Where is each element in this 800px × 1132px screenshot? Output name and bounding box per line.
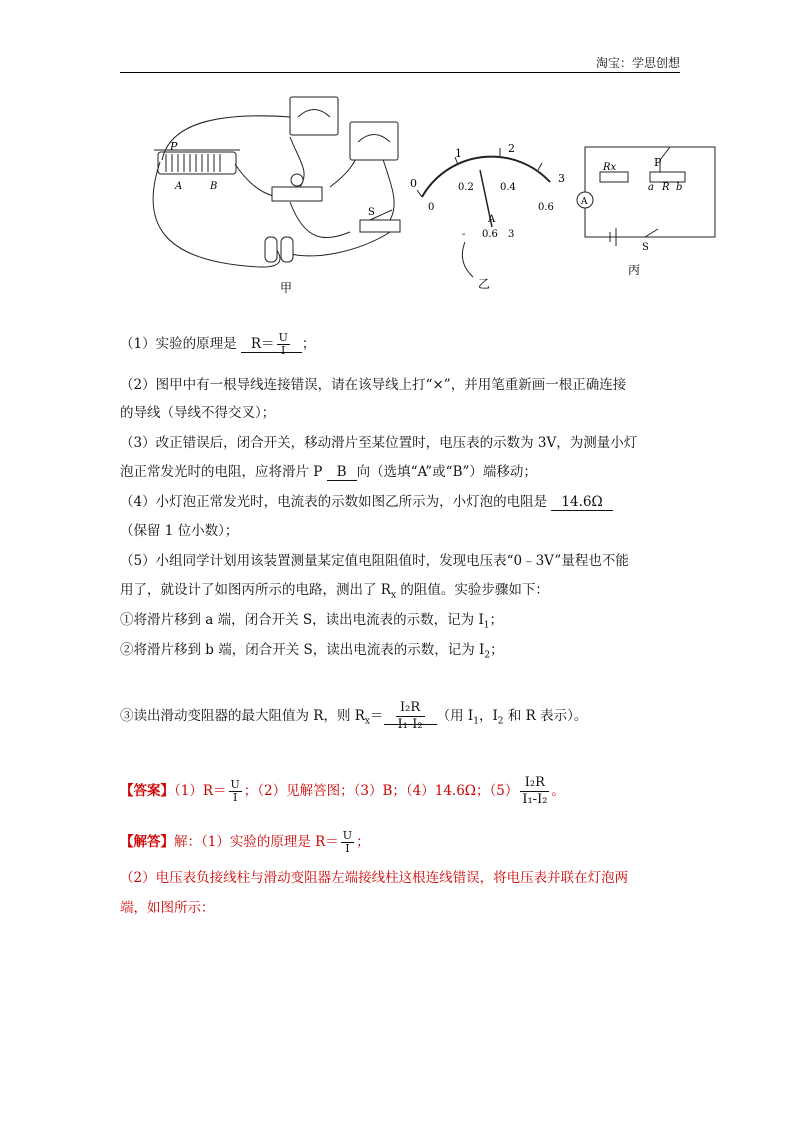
q3-line2-pre: 泡正常发光时的电阻，应将滑片 P	[120, 464, 323, 480]
fig-bing-label-a: a	[648, 182, 654, 193]
fig-jia-label-p: P	[170, 140, 178, 153]
figure-yi-ammeter-dial	[417, 148, 550, 227]
q1-fraction	[277, 332, 290, 357]
solution-l1-end: ；	[356, 834, 370, 850]
dial-bottom-tick-0: 0	[428, 202, 435, 213]
q1-frac-den: I	[281, 344, 286, 357]
solution-frac-num: U	[342, 829, 353, 842]
dial-unit-label: A	[488, 214, 496, 225]
header-source-text: 淘宝：学思创想	[595, 56, 680, 70]
step3-frac-den: I₁-I₂	[397, 717, 423, 732]
answer-end: 。	[551, 783, 565, 799]
q3-answer-blank: B	[327, 464, 357, 481]
q3-line-1: （3）改正错误后，闭合开关，移动滑片至某位置时，电压表的示数为 3V，为测量小灯	[120, 435, 638, 451]
answer-frac1-den: I	[232, 791, 238, 804]
answer-fraction-5	[520, 775, 549, 808]
q5-line-1: （5）小组同学计划用该装置测量某定值电阻阻值时，发现电压表“0﹣3V”量程也不能	[120, 553, 629, 569]
q5-line-2	[120, 580, 549, 606]
solution-frac-den: I	[345, 842, 350, 855]
step3-text: ③读出滑动变阻器的最大阻值为 R，则 R	[120, 708, 365, 724]
step2-sub: 2	[484, 650, 491, 661]
q5-line2-pre: 用了，就设计了如图丙所示的电路，测出了 R	[120, 582, 391, 598]
q5-line2-post: 的阻值。实验步骤如下：	[396, 582, 549, 598]
q1-answer-blank	[241, 331, 302, 357]
experiment-figures	[140, 92, 720, 302]
q4-line1-pre: （4）小灯泡正常发光时，电流表的示数如图乙所示为，小灯泡的电阻是	[120, 494, 548, 510]
q4-answer-blank: 14.6Ω	[551, 494, 612, 511]
step-3	[120, 700, 587, 733]
q1-text: （1）实验的原理是	[120, 336, 237, 352]
step3-fraction	[396, 700, 425, 733]
solution-label: 【解答】	[120, 834, 174, 850]
answer-label: 【答案】	[120, 783, 174, 799]
dial-top-tick-0: 0	[410, 177, 417, 190]
step1-end: ；	[489, 612, 504, 628]
q1-formula-lhs: R＝	[250, 336, 275, 352]
step-1	[120, 610, 503, 636]
answer-fraction-1	[229, 779, 242, 804]
step1-sub: 1	[483, 620, 490, 631]
answer-frac5-num: I₂R	[520, 775, 549, 792]
q4-line-1	[120, 492, 613, 512]
dial-terminal-neg: -	[462, 229, 466, 240]
dial-wire	[462, 242, 473, 277]
fig-bing-label-ammeter: A	[581, 197, 588, 207]
step3-post-sub2: 2	[497, 716, 504, 727]
step3-post-sub1: 1	[473, 716, 479, 727]
step3-post-end: 和 R 表示）。	[503, 708, 588, 724]
q4-line-2: （保留 1 位小数）；	[120, 523, 239, 539]
answer-line	[120, 775, 565, 808]
solution-line-2: （2）电压表负接线柱与滑动变阻器左端接线柱这根连线错误，将电压表并联在灯泡两	[120, 870, 629, 886]
q3-line2-post: 向（选填“A”或“B”）端移动；	[356, 464, 537, 480]
q2-line-1: （2）图甲中有一根导线连接错误，请在该导线上打“×”，并用笔重新画一根正确连接	[120, 377, 627, 393]
step3-frac-num: I₂R	[396, 700, 425, 717]
answer-part2: ；（2）见解答图；（3）B；（4）14.6Ω；（5）	[243, 783, 519, 799]
step3-sub: x	[364, 716, 370, 727]
step3-post: （用 I	[436, 708, 474, 724]
fig-jia-label-a: A	[175, 181, 183, 192]
fig-bing-label-p: P	[654, 156, 662, 169]
fig-bing-label-rx: Rx	[603, 162, 617, 173]
answer-part1: （1）R＝	[174, 783, 227, 799]
step2-text: ②将滑片移到 b 端，闭合开关 S，读出电流表的示数，记为 I	[120, 642, 485, 658]
q1-end: ；	[301, 336, 316, 352]
solution-line-3: 端，如图所示：	[120, 900, 215, 916]
answer-frac5-den: I₁-I₂	[522, 792, 548, 807]
step3-post-mid: ，I	[478, 708, 498, 724]
fig-bing-label-s: S	[642, 242, 649, 253]
dial-terminal-3: 3	[508, 229, 515, 240]
step2-end: ；	[490, 642, 504, 658]
dial-bottom-tick-3: 0.6	[538, 202, 554, 213]
fig-bing-caption: 丙	[628, 263, 641, 277]
solution-line-1	[120, 830, 370, 855]
dial-bottom-tick-1: 0.2	[458, 182, 474, 193]
dial-bottom-tick-2: 0.4	[500, 182, 516, 193]
dial-top-tick-3: 3	[558, 172, 565, 185]
dial-top-tick-2: 2	[508, 142, 515, 155]
q3-line-2	[120, 462, 537, 482]
fig-jia-caption: 甲	[280, 281, 293, 295]
solution-l1-text: 解：（1）实验的原理是 R＝	[174, 834, 339, 850]
figure-jia-circuit	[153, 97, 400, 267]
step-2	[120, 640, 504, 666]
answer-frac1-num: U	[230, 778, 240, 791]
dial-terminal-0-6: 0.6	[482, 229, 498, 240]
page-header	[120, 52, 680, 73]
step1-text: ①将滑片移到 a 端，闭合开关 S，读出电流表的示数，记为 I	[120, 612, 484, 628]
solution-fraction	[341, 830, 354, 855]
q2-line-2: 的导线（导线不得交叉）；	[120, 405, 276, 421]
fig-yi-caption: 乙	[478, 277, 491, 291]
question-1	[120, 332, 315, 357]
fig-jia-label-s: S	[368, 207, 375, 218]
fig-bing-label-b: b	[676, 182, 683, 193]
q1-frac-num: U	[278, 331, 288, 344]
fig-bing-label-r: R	[662, 182, 670, 193]
step3-eq: ＝	[370, 708, 384, 724]
q5-line2-sub: x	[390, 590, 397, 601]
step3-answer-blank	[384, 700, 437, 732]
dial-top-tick-1: 1	[455, 147, 462, 160]
figure-bing-circuit	[577, 147, 715, 246]
fig-jia-label-b: B	[210, 181, 218, 192]
